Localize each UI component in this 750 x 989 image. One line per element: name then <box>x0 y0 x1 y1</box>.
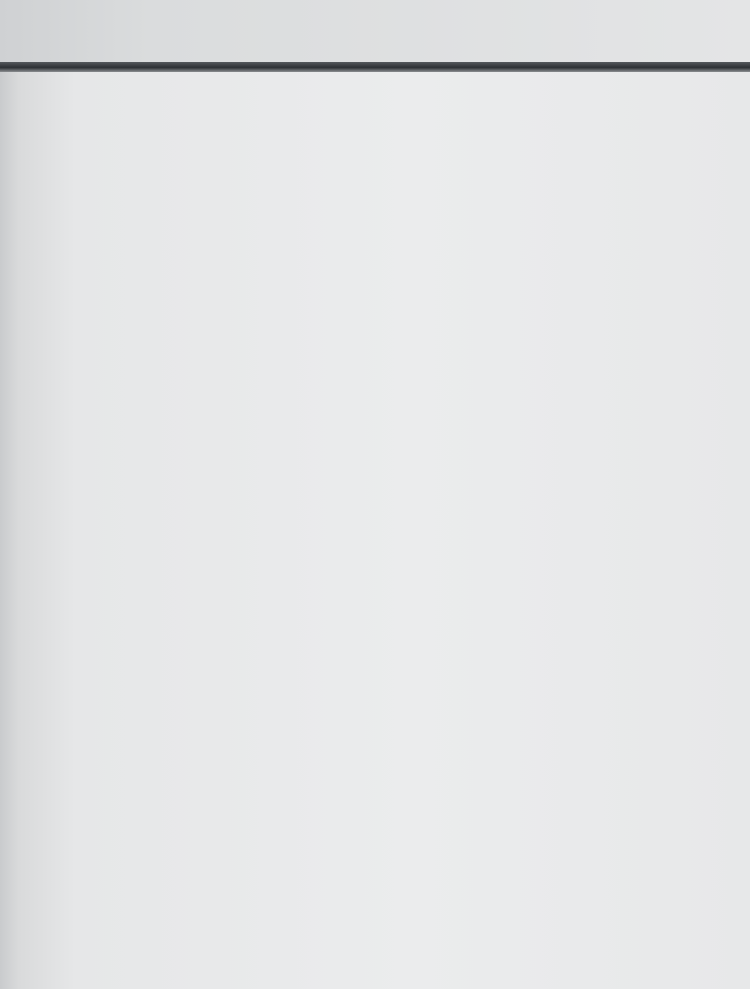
page-gap-shadow <box>0 62 750 72</box>
toc-page <box>0 72 750 989</box>
previous-page-fragment <box>0 0 750 62</box>
